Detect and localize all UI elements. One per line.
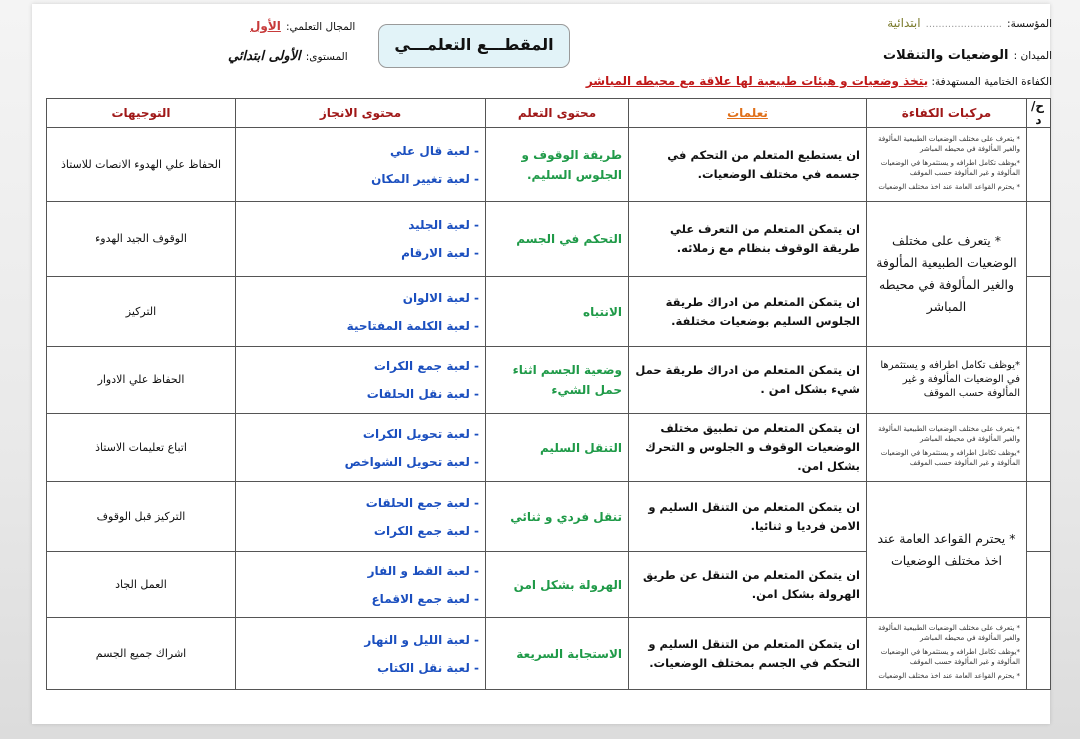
competence-cell: * يتعرف على مختلف الوضعيات الطبيعية المألوفة والغير المألوفة في محيطه المباشر *يوظف تكامل اطرافه و يستثمرها في الوضعيات المألوفة و غير المألوفة حسب الموقف bbox=[867, 414, 1027, 482]
domain-value: الوضعيات والتنقلات bbox=[883, 48, 1009, 63]
institution-value: ابتدائية bbox=[887, 16, 921, 30]
table-row: ان يتمكن المتعلم من التنقل عن طريق الهرولة بشكل امن. الهرولة بشكل امن - لعبة القط و الفار - لعبة جمع الاقماع العمل الجاد bbox=[47, 552, 1051, 618]
col-index: ح/ د bbox=[1027, 99, 1051, 128]
table-row: ان يتمكن المتعلم من ادراك طريقة الجلوس السليم بوضعيات مختلفة. الانتباه - لعبة الالوان - لعبة الكلمة المفتاحية التركيز bbox=[47, 277, 1051, 347]
competence-cell: * يتعرف على مختلف الوضعيات الطبيعية المألوفة والغير المألوفة في محيطه المباشر *يوظف تكامل اطرافه و يستثمرها في الوضعيات المألوفة و غير المألوفة حسب الموقف * يحترم القواعد العامة عند اخذ مختلف الوضعيات bbox=[867, 618, 1027, 690]
competence-cell: * يحترم القواعد العامة عند اخذ مختلف الوضعيات bbox=[867, 482, 1027, 618]
domain-line: الميدان : الوضعيات والتنقلات bbox=[883, 48, 1052, 63]
table-row: * يتعرف على مختلف الوضعيات الطبيعية المألوفة والغير المألوفة في محيطه المباشر *يوظف تكامل اطرافه و يستثمرها في الوضعيات المألوفة و غير المألوفة حسب الموقف * يحترم القواعد العامة عند اخذ مختلف الوضعيات ان يستطيع المتعلم من التحكم في جسمه في مختلف الوضعيات. طريقة الوقوف و الجلوس السليم. - لعبة قال علي - لعبة تغيير المكان الحفاظ علي الهدوء الانصات للاستاذ bbox=[47, 128, 1051, 202]
competence-cell: * يتعرف على مختلف الوضعيات الطبيعية المألوفة والغير المألوفة في محيطه المباشر *يوظف تكامل اطرافه و يستثمرها في الوضعيات المألوفة و غير المألوفة حسب الموقف * يحترم القواعد العامة عند اخذ مختلف الوضعيات bbox=[867, 128, 1027, 202]
lesson-plan-table bbox=[46, 98, 1051, 690]
table-row: * يحترم القواعد العامة عند اخذ مختلف الوضعيات ان يتمكن المتعلم من التنقل السليم و الامن فرديا و ثنائيا. تنقل فردي و ثنائي - لعبة جمع الحلقات - لعبة جمع الكرات التركيز قبل الوقوف bbox=[47, 482, 1051, 552]
field-value: الأول bbox=[250, 19, 281, 33]
table-row: * يتعرف على مختلف الوضعيات الطبيعية المألوفة والغير المألوفة في محيطه المباشر ان يتمكن المتعلم من التعرف علي طريقة الوقوف بنظام مع زملائه. التحكم في الجسم - لعبة الجليد - لعبة الارقام الوقوف الجيد الهدوء bbox=[47, 202, 1051, 277]
col-learnings: تعلمات bbox=[629, 99, 867, 128]
competence-cell: *يوظف تكامل اطرافه و يستثمرها في الوضعيات المألوفة و غير المألوفة حسب الموقف bbox=[867, 347, 1027, 414]
col-content: محتوى التعلم bbox=[486, 99, 629, 128]
table-row: *يوظف تكامل اطرافه و يستثمرها في الوضعيات المألوفة و غير المألوفة حسب الموقف ان يتمكن المتعلم من ادراك طريقة حمل شيء بشكل امن . وضعية الجسم اثناء حمل الشيء - لعبة جمع الكرات - لعبة نقل الحلقات الحفاظ علي الادوار bbox=[47, 347, 1051, 414]
table-row: * يتعرف على مختلف الوضعيات الطبيعية المألوفة والغير المألوفة في محيطه المباشر *يوظف تكامل اطرافه و يستثمرها في الوضعيات المألوفة و غير المألوفة حسب الموقف ان يتمكن المتعلم من تطبيق مختلف الوضعيات الوقوف و الجلوس و التحرك بشكل امن. التنقل السليم - لعبة تحويل الكرات - لعبة تحويل الشواخص اتباع تعليمات الاستاذ bbox=[47, 414, 1051, 482]
page-title: المقطـــع التعلمـــي bbox=[378, 24, 570, 68]
col-competence: مركبات الكفاءة bbox=[867, 99, 1027, 128]
col-directions: التوجيهات bbox=[47, 99, 236, 128]
field-line: المجال التعلمي: الأول bbox=[250, 19, 356, 33]
level-line: المستوى: الأولى ابتدائي bbox=[228, 49, 348, 64]
institution-line: المؤسسة: ........................ ابتدائية bbox=[887, 16, 1052, 30]
competence-cell: * يتعرف على مختلف الوضعيات الطبيعية المألوفة والغير المألوفة في محيطه المباشر bbox=[867, 202, 1027, 347]
table-header-row bbox=[47, 99, 1051, 128]
table-row: * يتعرف على مختلف الوضعيات الطبيعية المألوفة والغير المألوفة في محيطه المباشر *يوظف تكامل اطرافه و يستثمرها في الوضعيات المألوفة و غير المألوفة حسب الموقف * يحترم القواعد العامة عند اخذ مختلف الوضعيات ان يتمكن المتعلم من التنقل السليم و التحكم في الجسم بمختلف الوضعيات. الاستجابة السريعة - لعبة الليل و النهار - لعبة نقل الكتاب اشراك جميع الجسم bbox=[47, 618, 1051, 690]
col-activities: محتوى الانجاز bbox=[236, 99, 486, 128]
level-value: الأولى ابتدائي bbox=[228, 49, 301, 64]
target-competence: الكفاءة الختامية المستهدفة: يتخذ وضعيات و هيئات طبيعية لها علاقة مع محيطه المباشر bbox=[585, 74, 1052, 88]
